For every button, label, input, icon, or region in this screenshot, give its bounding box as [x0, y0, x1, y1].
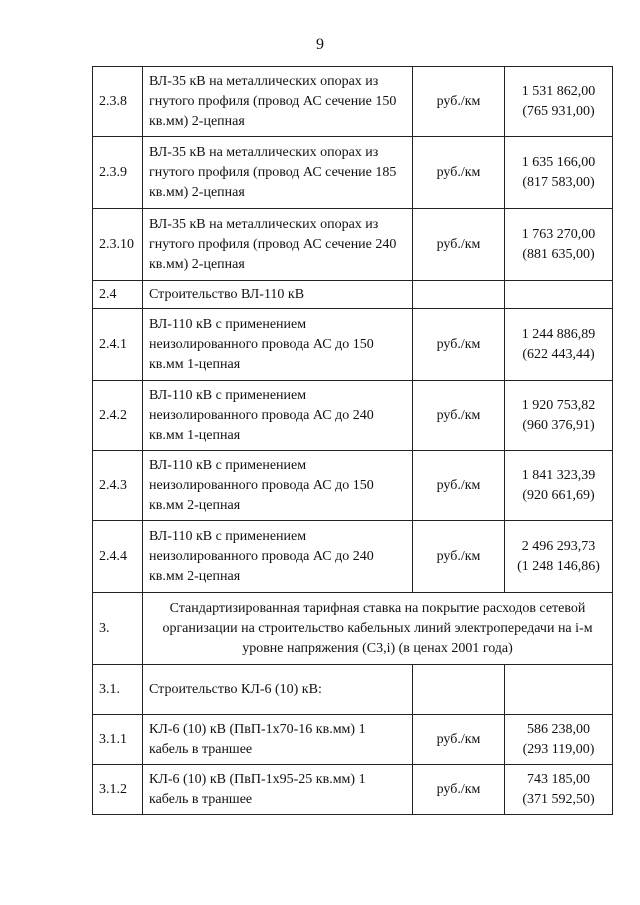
- row-unit: руб./км: [413, 381, 505, 451]
- row-description: ВЛ-110 кВ с применением неизолированного провода АС до 150 кв.мм 2-цепная: [143, 451, 413, 521]
- row-value-half: (1 248 146,86): [517, 558, 600, 574]
- row-unit: руб./км: [413, 309, 505, 381]
- row-number: 3.1.1: [93, 715, 143, 765]
- row-value-main: 743 185,00: [527, 771, 590, 787]
- section-row: [93, 593, 613, 665]
- row-value-main: 1 920 753,82: [521, 397, 596, 413]
- row-description: ВЛ-110 кВ с применением неизолированного провода АС до 150 кв.мм 1-цепная: [143, 309, 413, 381]
- table-row: [93, 381, 613, 451]
- row-value-half: (960 376,91): [522, 417, 595, 433]
- row-value-main: 1 635 166,00: [521, 154, 596, 170]
- row-number: 2.3.10: [93, 209, 143, 281]
- row-description: КЛ-6 (10) кВ (ПвП-1х70-16 кв.мм) 1 кабель в траншее: [143, 715, 413, 765]
- row-value-half: (817 583,00): [522, 174, 595, 190]
- row-unit: руб./км: [413, 67, 505, 137]
- row-value: [505, 665, 613, 715]
- row-unit: [413, 281, 505, 309]
- table-row: [93, 715, 613, 765]
- page-number: 9: [316, 36, 324, 53]
- row-number: 3.: [93, 593, 143, 665]
- row-description: ВЛ-35 кВ на металлических опорах из гнутого профиля (провод АС сечение 240 кв.мм) 2-цепная: [143, 209, 413, 281]
- row-value: [505, 309, 613, 381]
- row-value-half: (622 443,44): [522, 346, 595, 362]
- row-value-half: (881 635,00): [522, 246, 595, 262]
- row-unit: руб./км: [413, 137, 505, 209]
- table-row: [93, 521, 613, 593]
- tariff-table: [92, 66, 613, 815]
- section-row: [93, 665, 613, 715]
- row-value-main: 1 841 323,39: [521, 467, 596, 483]
- row-unit: руб./км: [413, 451, 505, 521]
- row-number: 2.4.3: [93, 451, 143, 521]
- row-value: [505, 451, 613, 521]
- row-value: [505, 281, 613, 309]
- row-value: [505, 765, 613, 815]
- table-row: [93, 67, 613, 137]
- row-unit: руб./км: [413, 209, 505, 281]
- section-description: Стандартизированная тарифная ставка на покрытие расходов сетевой организации на строительство кабельных линий электропередачи на i-м уровне напряжения (С3,i) (в ценах 2001 года): [143, 593, 613, 665]
- row-value-half: (765 931,00): [522, 103, 595, 119]
- row-unit: руб./км: [413, 715, 505, 765]
- row-value: [505, 67, 613, 137]
- row-description: Строительство КЛ-6 (10) кВ:: [143, 665, 413, 715]
- row-description: ВЛ-110 кВ с применением неизолированного провода АС до 240 кв.мм 2-цепная: [143, 521, 413, 593]
- table-row: [93, 309, 613, 381]
- row-description: ВЛ-110 кВ с применением неизолированного провода АС до 240 кв.мм 1-цепная: [143, 381, 413, 451]
- row-number: 2.3.9: [93, 137, 143, 209]
- row-value-half: (293 119,00): [522, 741, 595, 757]
- row-number: 2.4.4: [93, 521, 143, 593]
- table-row: [93, 765, 613, 815]
- row-value: [505, 715, 613, 765]
- table-row: [93, 451, 613, 521]
- row-number: 3.1.2: [93, 765, 143, 815]
- row-value-main: 1 763 270,00: [521, 226, 596, 242]
- row-number: 2.4.1: [93, 309, 143, 381]
- row-unit: руб./км: [413, 765, 505, 815]
- table-row: [93, 137, 613, 209]
- row-number: 3.1.: [93, 665, 143, 715]
- row-value-half: (920 661,69): [522, 487, 595, 503]
- row-description: Строительство ВЛ-110 кВ: [143, 281, 413, 309]
- row-value-main: 1 531 862,00: [521, 83, 596, 99]
- row-value: [505, 209, 613, 281]
- row-number: 2.3.8: [93, 67, 143, 137]
- row-unit: [413, 665, 505, 715]
- table-row: [93, 209, 613, 281]
- row-number: 2.4: [93, 281, 143, 309]
- row-value-half: (371 592,50): [522, 791, 595, 807]
- section-row: [93, 281, 613, 309]
- row-value-main: 586 238,00: [527, 721, 590, 737]
- row-description: ВЛ-35 кВ на металлических опорах из гнутого профиля (провод АС сечение 150 кв.мм) 2-цепная: [143, 67, 413, 137]
- row-value-main: 1 244 886,89: [521, 326, 596, 342]
- row-value: [505, 381, 613, 451]
- row-unit: руб./км: [413, 521, 505, 593]
- row-description: КЛ-6 (10) кВ (ПвП-1х95-25 кв.мм) 1 кабель в траншее: [143, 765, 413, 815]
- row-value-main: 2 496 293,73: [521, 538, 596, 554]
- row-number: 2.4.2: [93, 381, 143, 451]
- row-description: ВЛ-35 кВ на металлических опорах из гнутого профиля (провод АС сечение 185 кв.мм) 2-цепная: [143, 137, 413, 209]
- row-value: [505, 521, 613, 593]
- row-value: [505, 137, 613, 209]
